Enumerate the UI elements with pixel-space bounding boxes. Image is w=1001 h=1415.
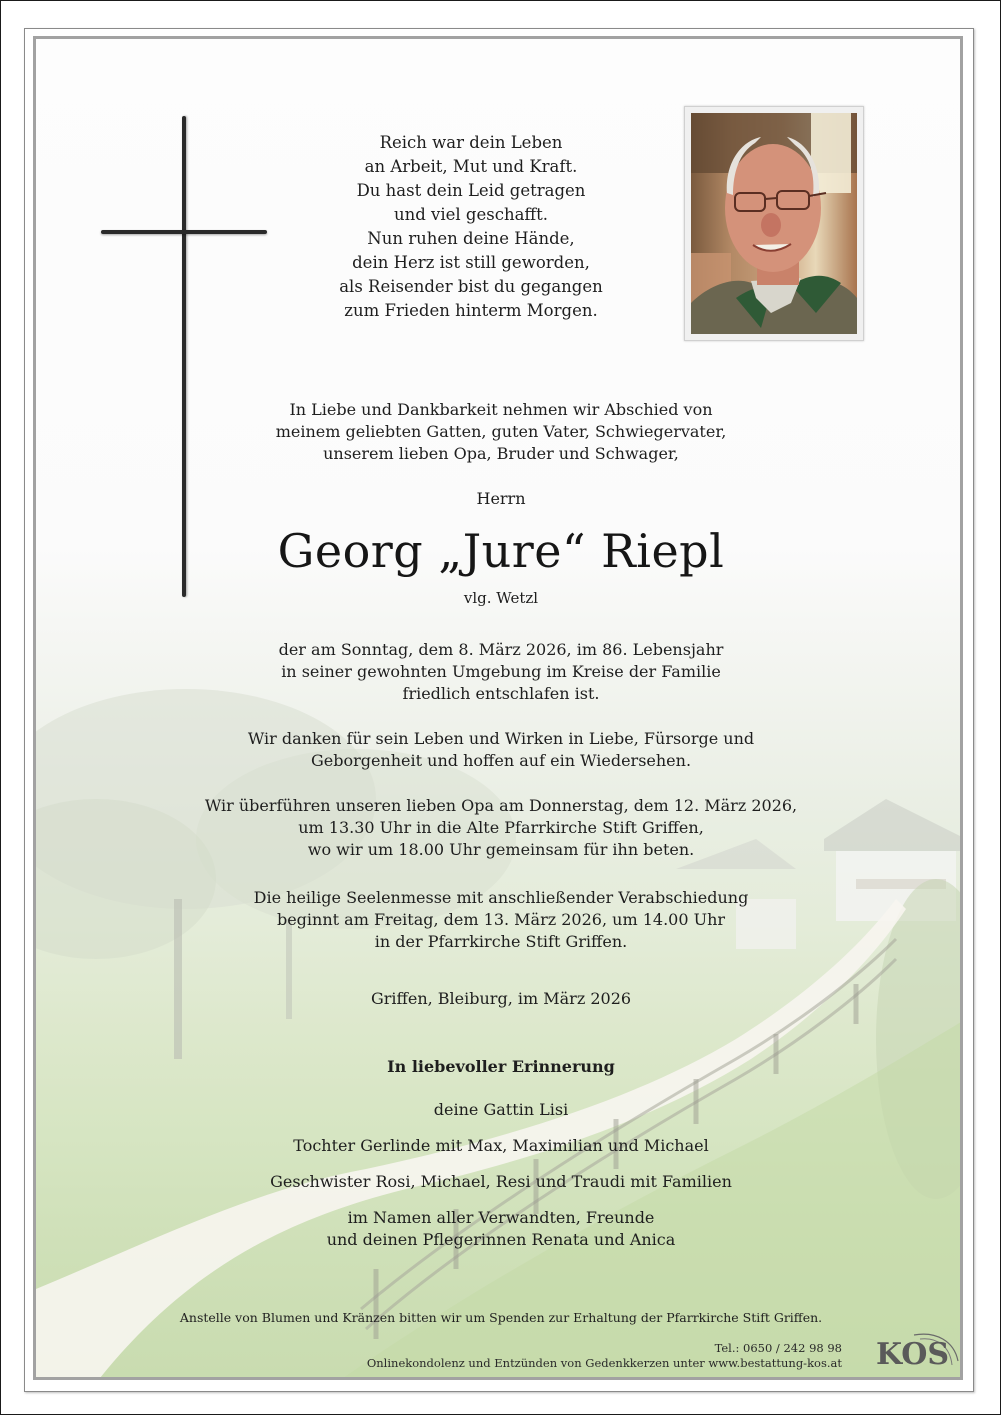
mass-line: in der Pfarrkirche Stift Griffen. <box>374 932 628 951</box>
poem-line: Nun ruhen deine Hände, <box>367 229 575 248</box>
mass-line: beginnt am Freitag, dem 13. März 2026, um 14.00 Uhr <box>276 910 726 929</box>
mourners-list <box>36 1099 963 1251</box>
thanks-line: Geborgenheit und hoffen auf ein Wiedersehen. <box>310 751 692 770</box>
logo-wordmark: KOS <box>876 1337 950 1372</box>
farewell-intro <box>36 399 963 465</box>
passing-line: der am Sonntag, dem 8. März 2026, im 86. Lebensjahr <box>278 640 724 659</box>
mourner-entry: Tochter Gerlinde mit Max, Maximilian und Michael <box>293 1136 709 1155</box>
thanks-line: Wir danken für sein Leben und Wirken in Liebe, Fürsorge und <box>247 729 755 748</box>
memory-heading: In liebevoller Erinnerung <box>387 1057 615 1076</box>
poem-line: zum Frieden hinterm Morgen. <box>344 301 598 320</box>
deceased-name: Georg „Jure“ Riepl <box>277 524 725 578</box>
portrait-photo <box>691 113 857 334</box>
intro-line: unserem lieben Opa, Bruder und Schwager, <box>323 444 679 463</box>
transfer-paragraph <box>36 795 963 861</box>
requiem-mass-paragraph <box>36 887 963 953</box>
mourner-closing-line: und deinen Pflegerinnen Renata und Anica <box>326 1230 676 1249</box>
passing-paragraph <box>36 639 963 705</box>
notice-content <box>36 39 960 1377</box>
funeral-home-logo <box>874 1331 963 1375</box>
passing-line: in seiner gewohnten Umgebung im Kreise der Familie <box>281 662 721 681</box>
mass-line: Die heilige Seelenmesse mit anschließender Verabschiedung <box>253 888 749 907</box>
thanks-paragraph <box>36 728 963 772</box>
place-and-date: Griffen, Bleiburg, im März 2026 <box>370 989 632 1008</box>
intro-line: In Liebe und Dankbarkeit nehmen wir Abschied von <box>289 400 713 419</box>
online-condolence-link[interactable]: Onlinekondolenz und Entzünden von Gedenkkerzen unter www.bestattung-kos.at <box>366 1356 842 1370</box>
poem-line: Du hast dein Leid getragen <box>356 181 586 200</box>
poem-line: als Reisender bist du gegangen <box>339 277 603 296</box>
donation-note: Anstelle von Blumen und Kränzen bitten wir um Spenden zur Erhaltung der Pfarrkirche Stift Griffen. <box>179 1310 823 1325</box>
transfer-line: Wir überführen unseren lieben Opa am Donnerstag, dem 12. März 2026, <box>204 796 798 815</box>
poem-line: Reich war dein Leben <box>379 133 563 152</box>
mourner-entry: deine Gattin Lisi <box>433 1100 569 1119</box>
mourner-closing-line: im Namen aller Verwandten, Freunde <box>347 1208 655 1227</box>
intro-line: meinem geliebten Gatten, guten Vater, Schwiegervater, <box>275 422 727 441</box>
portrait-illustration <box>691 113 857 334</box>
salutation: Herrn <box>476 489 526 508</box>
funeral-home-phone: Tel.: 0650 / 242 98 98 <box>714 1341 842 1355</box>
poem-line: und viel geschafft. <box>393 205 549 224</box>
mourner-entry: Geschwister Rosi, Michael, Resi und Traudi mit Familien <box>270 1172 732 1191</box>
transfer-line: um 13.30 Uhr in die Alte Pfarrkirche Stift Griffen, <box>298 818 704 837</box>
portrait-frame <box>684 106 864 341</box>
notice-card <box>33 36 963 1380</box>
vulgo-name: vlg. Wetzl <box>463 589 539 607</box>
passing-line: friedlich entschlafen ist. <box>402 684 600 703</box>
cross-horizontal-beam <box>101 230 267 234</box>
poem-line: an Arbeit, Mut und Kraft. <box>364 157 578 176</box>
poem-line: dein Herz ist still geworden, <box>352 253 590 272</box>
transfer-line: wo wir um 18.00 Uhr gemeinsam für ihn beten. <box>307 840 695 859</box>
memorial-poem <box>291 131 651 323</box>
